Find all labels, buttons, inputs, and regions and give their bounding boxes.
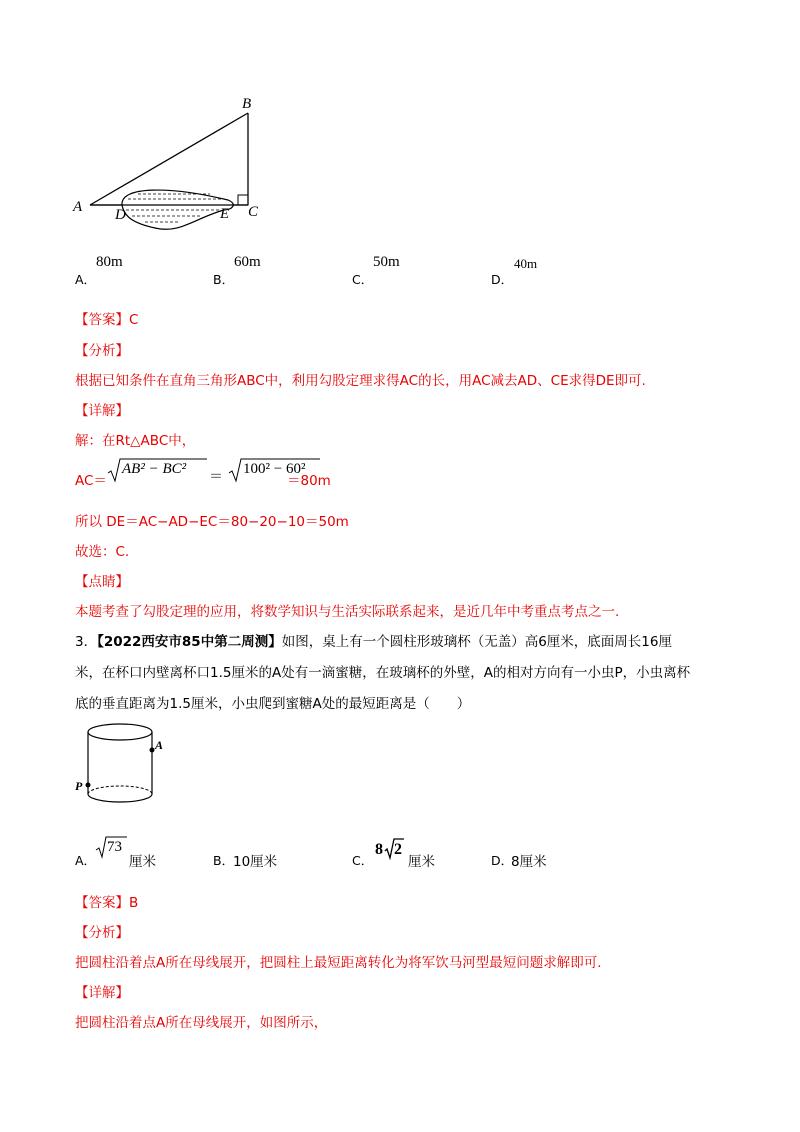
answer-value: B [129, 895, 139, 911]
label-d: D [115, 207, 126, 223]
label-e: E [220, 206, 230, 222]
option-label: C． [352, 272, 374, 287]
q3-detail-text: 把圆柱沿着点A所在母线展开，如图所示， [75, 1015, 328, 1031]
q3-source: 【2022西安市85中第二周测】 [97, 634, 282, 650]
q3-line3: 底的垂直距离为1.5厘米，小虫爬到蜜糖A处的最短距离是（ ） [75, 696, 471, 712]
right-angle-mark [238, 195, 248, 205]
radicand-2: 2 [394, 841, 402, 858]
option-value: 40m [514, 256, 538, 271]
radicand-73: 73 [107, 839, 122, 855]
option-label: A． [75, 853, 97, 868]
option-value: 60m [234, 254, 261, 270]
option-label: D． [491, 853, 514, 868]
q2-detail-line4: 故选：C. [75, 544, 130, 560]
cylinder-top [88, 724, 152, 740]
q2-comment-tag: 【点睛】 [75, 574, 129, 590]
q3-text-1: 如图，桌上有一个圆柱形玻璃杯（无盖）高6厘米，底面周长16厘 [281, 634, 672, 650]
point-p [86, 783, 91, 788]
option-unit: 厘米 [129, 854, 156, 870]
q3-analysis-tag: 【分析】 [75, 925, 129, 941]
q3-option-c[interactable] [352, 836, 462, 868]
q3-line2: 米，在杯口内壁离杯口1.5厘米的A处有一滴蜜糖，在玻璃杯的外壁，A的相对方向有一小虫P，小虫离杯 [75, 665, 691, 681]
radicand-100-60: 100² − 60² [243, 461, 306, 477]
q3-answer [75, 891, 138, 911]
option-label: D． [491, 272, 514, 287]
cylinder-bottom-back [88, 786, 152, 794]
option-unit: 厘米 [408, 854, 435, 870]
radicand-ab-bc: AB² − BC² [122, 461, 187, 477]
option-value: 50m [373, 254, 400, 270]
cylinder-figure [72, 720, 172, 810]
option-label: C． [352, 853, 374, 868]
formula-suffix: ＝80m [287, 473, 331, 489]
point-a [150, 748, 155, 753]
label-a: A [155, 738, 164, 752]
q2-detail-line1: 解：在Rt△ABC中， [75, 433, 196, 449]
answer-value: C [129, 312, 139, 328]
formula-eq: ＝ [209, 469, 223, 485]
option-coef: 8 [375, 841, 383, 858]
triangle-pond-figure [60, 88, 280, 233]
label-p: P [75, 779, 83, 793]
answer-tag: 【答案】 [75, 312, 129, 328]
answer-tag: 【答案】 [75, 895, 129, 911]
q3-analysis-text: 把圆柱沿着点A所在母线展开，把圆柱上最短距离转化为将军饮马河型最短问题求解即可. [75, 955, 602, 971]
q2-analysis-tag: 【分析】 [75, 343, 129, 359]
option-label: B． [213, 853, 235, 868]
option-label: B． [213, 272, 235, 287]
q2-answer [75, 308, 138, 328]
option-value: 8厘米 [511, 854, 547, 870]
option-label: A． [75, 272, 97, 287]
label-a: A [73, 199, 83, 215]
q3-detail-tag: 【详解】 [75, 985, 129, 1001]
option-value: 10厘米 [233, 854, 278, 870]
option-value: 80m [96, 254, 123, 270]
q3-number: 3． [75, 634, 98, 650]
q3-option-a[interactable] [75, 836, 185, 868]
q2-comment-text: 本题考查了勾股定理的应用，将数学知识与生活实际联系起来，是近几年中考重点考点之一. [75, 604, 620, 620]
label-c: C [248, 204, 259, 220]
cylinder-bottom-front [88, 794, 152, 802]
formula-prefix: AC＝ [75, 473, 107, 489]
label-b: B [242, 96, 252, 112]
q3-line1 [75, 630, 672, 650]
q2-detail-line3: 所以 DE＝AC−AD−EC＝80−20−10＝50m [75, 514, 349, 530]
q2-analysis-text: 根据已知条件在直角三角形ABC中，利用勾股定理求得AC的长，用AC减去AD、CE求得DE即可. [75, 373, 646, 389]
q2-detail-tag: 【详解】 [75, 403, 129, 419]
